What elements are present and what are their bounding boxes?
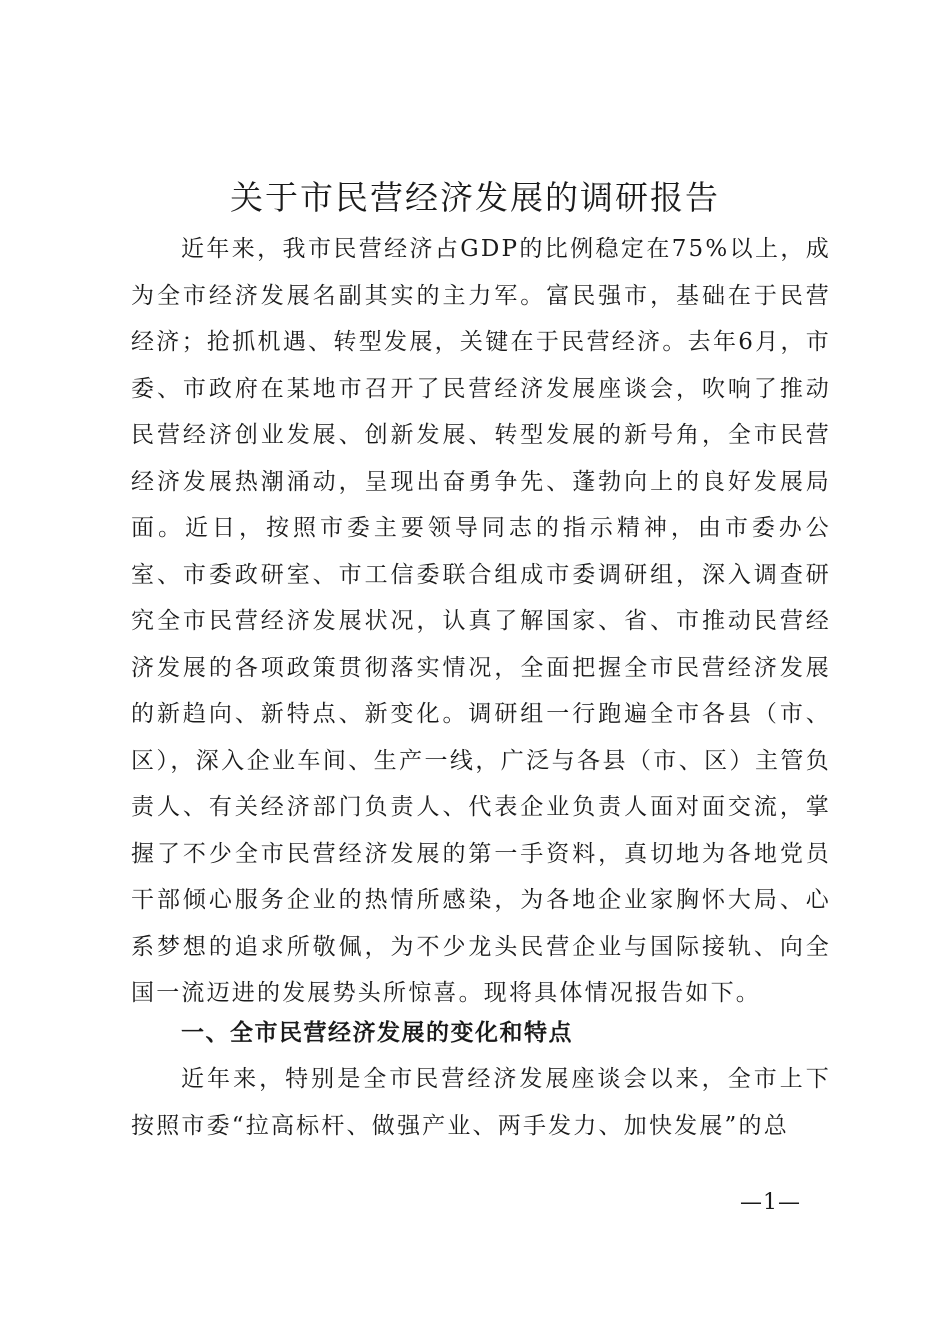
document-title: 关于市民营经济发展的调研报告 [230,178,720,217]
body-paragraph-intro: 近年来，我市民营经济占GDP的比例稳定在75%以上，成为全市经济发展名副其实的主力军。富民强市，基础在于民营经济；抢抓机遇、转型发展，关键在于民营经济。去年6月，市委、市政府在某地市召开了民营经济发展座谈会，吹响了推动民营经济创业发展、创新发展、转型发展的新号角，全市民营经济发展热潮涌动，呈现出奋勇争先、蓬勃向上的良好发展局面。近日，按照市委主要领导同志的指示精神，由市委办公室、市委政研室、市工信委联合组成市委调研组，深入调查研究全市民营经济发展状况，认真了解国家、省、市推动民营经济发展的各项政策贯彻落实情况，全面把握全市民营经济发展的新趋向、新特点、新变化。调研组一行跑遍全市各县（市、区），深入企业车间、生产一线，广泛与各县（市、区）主管负责人、有关经济部门负责人、代表企业负责人面对面交流，掌握了不少全市民营经济发展的第一手资料，真切地为各地党员干部倾心服务企业的热情所感染，为各地企业家胸怀大局、心系梦想的追求所敬佩，为不少龙头民营企业与国际接轨、向全国一流迈进的发展势头所惊喜。现将具体情况报告如下。 [131,236,831,1006]
page-number: —1— [740,1190,801,1215]
section-heading: 一、全市民营经济发展的变化和特点 [181,1020,573,1046]
body-paragraph-section-1: 近年来，特别是全市民营经济发展座谈会以来，全市上下按照市委“拉高标杆、做强产业、两手发力、加快发展”的总 [131,1066,831,1139]
